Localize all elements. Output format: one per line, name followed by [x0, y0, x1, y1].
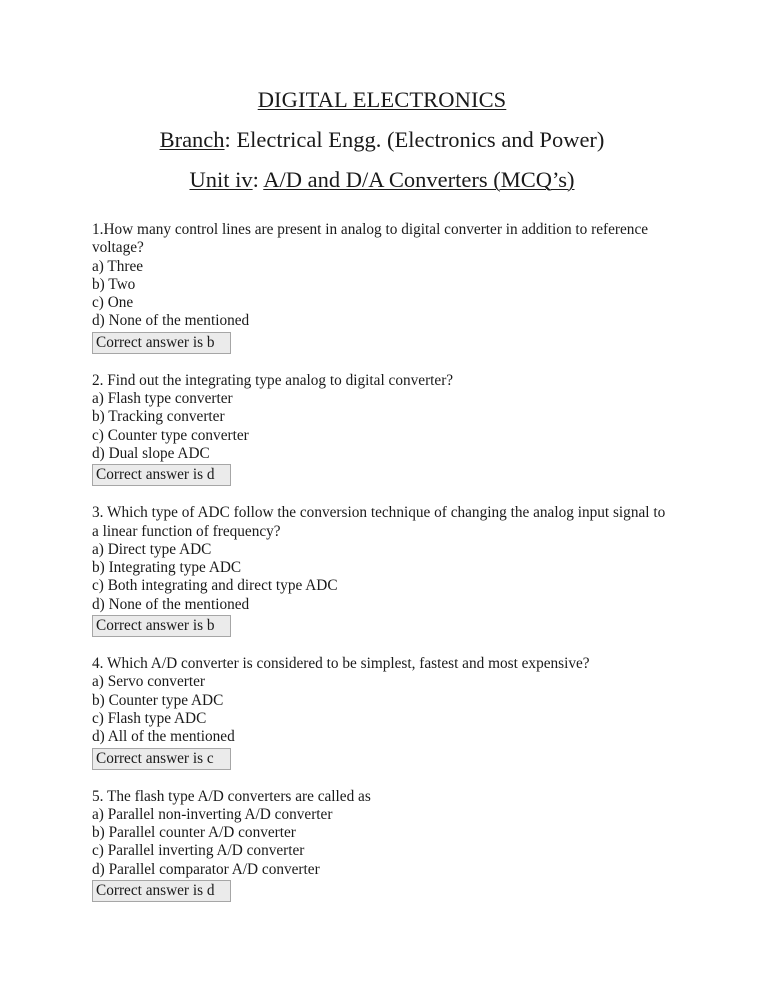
- question-text: 1.How many control lines are present in analog to digital converter in addition to reference voltage?: [92, 221, 649, 257]
- question-option: b) Integrating type ADC: [92, 559, 242, 577]
- question-block-1: [92, 221, 672, 354]
- question-text: 5. The flash type A/D converters are called as: [92, 787, 371, 805]
- unit-line: [92, 160, 672, 200]
- question-option: c) One: [92, 294, 134, 312]
- branch-line: [92, 120, 672, 160]
- question-option: c) Parallel inverting A/D converter: [92, 842, 305, 860]
- question-option: b) Tracking converter: [92, 408, 225, 426]
- question-option: d) None of the mentioned: [92, 595, 250, 613]
- questions-list: [92, 221, 672, 902]
- page-content: [92, 0, 672, 902]
- branch-separator: :: [224, 127, 237, 152]
- question-text: 3. Which type of ADC follow the conversion technique of changing the analog input signal to a linear function of frequency?: [92, 504, 666, 540]
- question-option: b) Two: [92, 275, 136, 293]
- question-option: d) None of the mentioned: [92, 312, 250, 330]
- document-title-text: DIGITAL ELECTRONICS: [257, 87, 507, 112]
- correct-answer-box: Correct answer is b: [92, 615, 231, 637]
- question-text: 2. Find out the integrating type analog to digital converter?: [92, 371, 454, 389]
- question-block-5: [92, 788, 672, 902]
- question-option: b) Counter type ADC: [92, 691, 224, 709]
- unit-label: Unit iv: [189, 167, 253, 192]
- question-option: c) Both integrating and direct type ADC: [92, 577, 338, 595]
- correct-answer-box: Correct answer is d: [92, 880, 231, 902]
- correct-answer-box: Correct answer is c: [92, 748, 231, 770]
- question-block-4: [92, 655, 672, 769]
- question-option: d) Parallel comparator A/D converter: [92, 860, 320, 878]
- question-option: b) Parallel counter A/D converter: [92, 824, 296, 842]
- document-title: [92, 80, 672, 120]
- question-option: a) Servo converter: [92, 673, 205, 691]
- question-block-2: [92, 372, 672, 486]
- question-block-3: [92, 504, 672, 637]
- correct-answer-box: Correct answer is d: [92, 464, 231, 486]
- document-heading-block: [92, 0, 672, 200]
- question-option: d) All of the mentioned: [92, 728, 235, 746]
- question-option: a) Direct type ADC: [92, 540, 212, 558]
- correct-answer-box: Correct answer is b: [92, 332, 231, 354]
- branch-value: Electrical Engg. (Electronics and Power): [236, 127, 605, 152]
- question-option: a) Parallel non-inverting A/D converter: [92, 805, 333, 823]
- unit-separator: :: [252, 167, 264, 192]
- question-option: a) Flash type converter: [92, 390, 233, 408]
- unit-value: A/D and D/A Converters (MCQ’s): [263, 167, 575, 192]
- branch-label: Branch: [159, 127, 225, 152]
- question-option: a) Three: [92, 257, 144, 275]
- question-option: c) Counter type converter: [92, 426, 249, 444]
- question-option: c) Flash type ADC: [92, 709, 207, 727]
- question-option: d) Dual slope ADC: [92, 444, 210, 462]
- question-text: 4. Which A/D converter is considered to be simplest, fastest and most expensive?: [92, 655, 590, 673]
